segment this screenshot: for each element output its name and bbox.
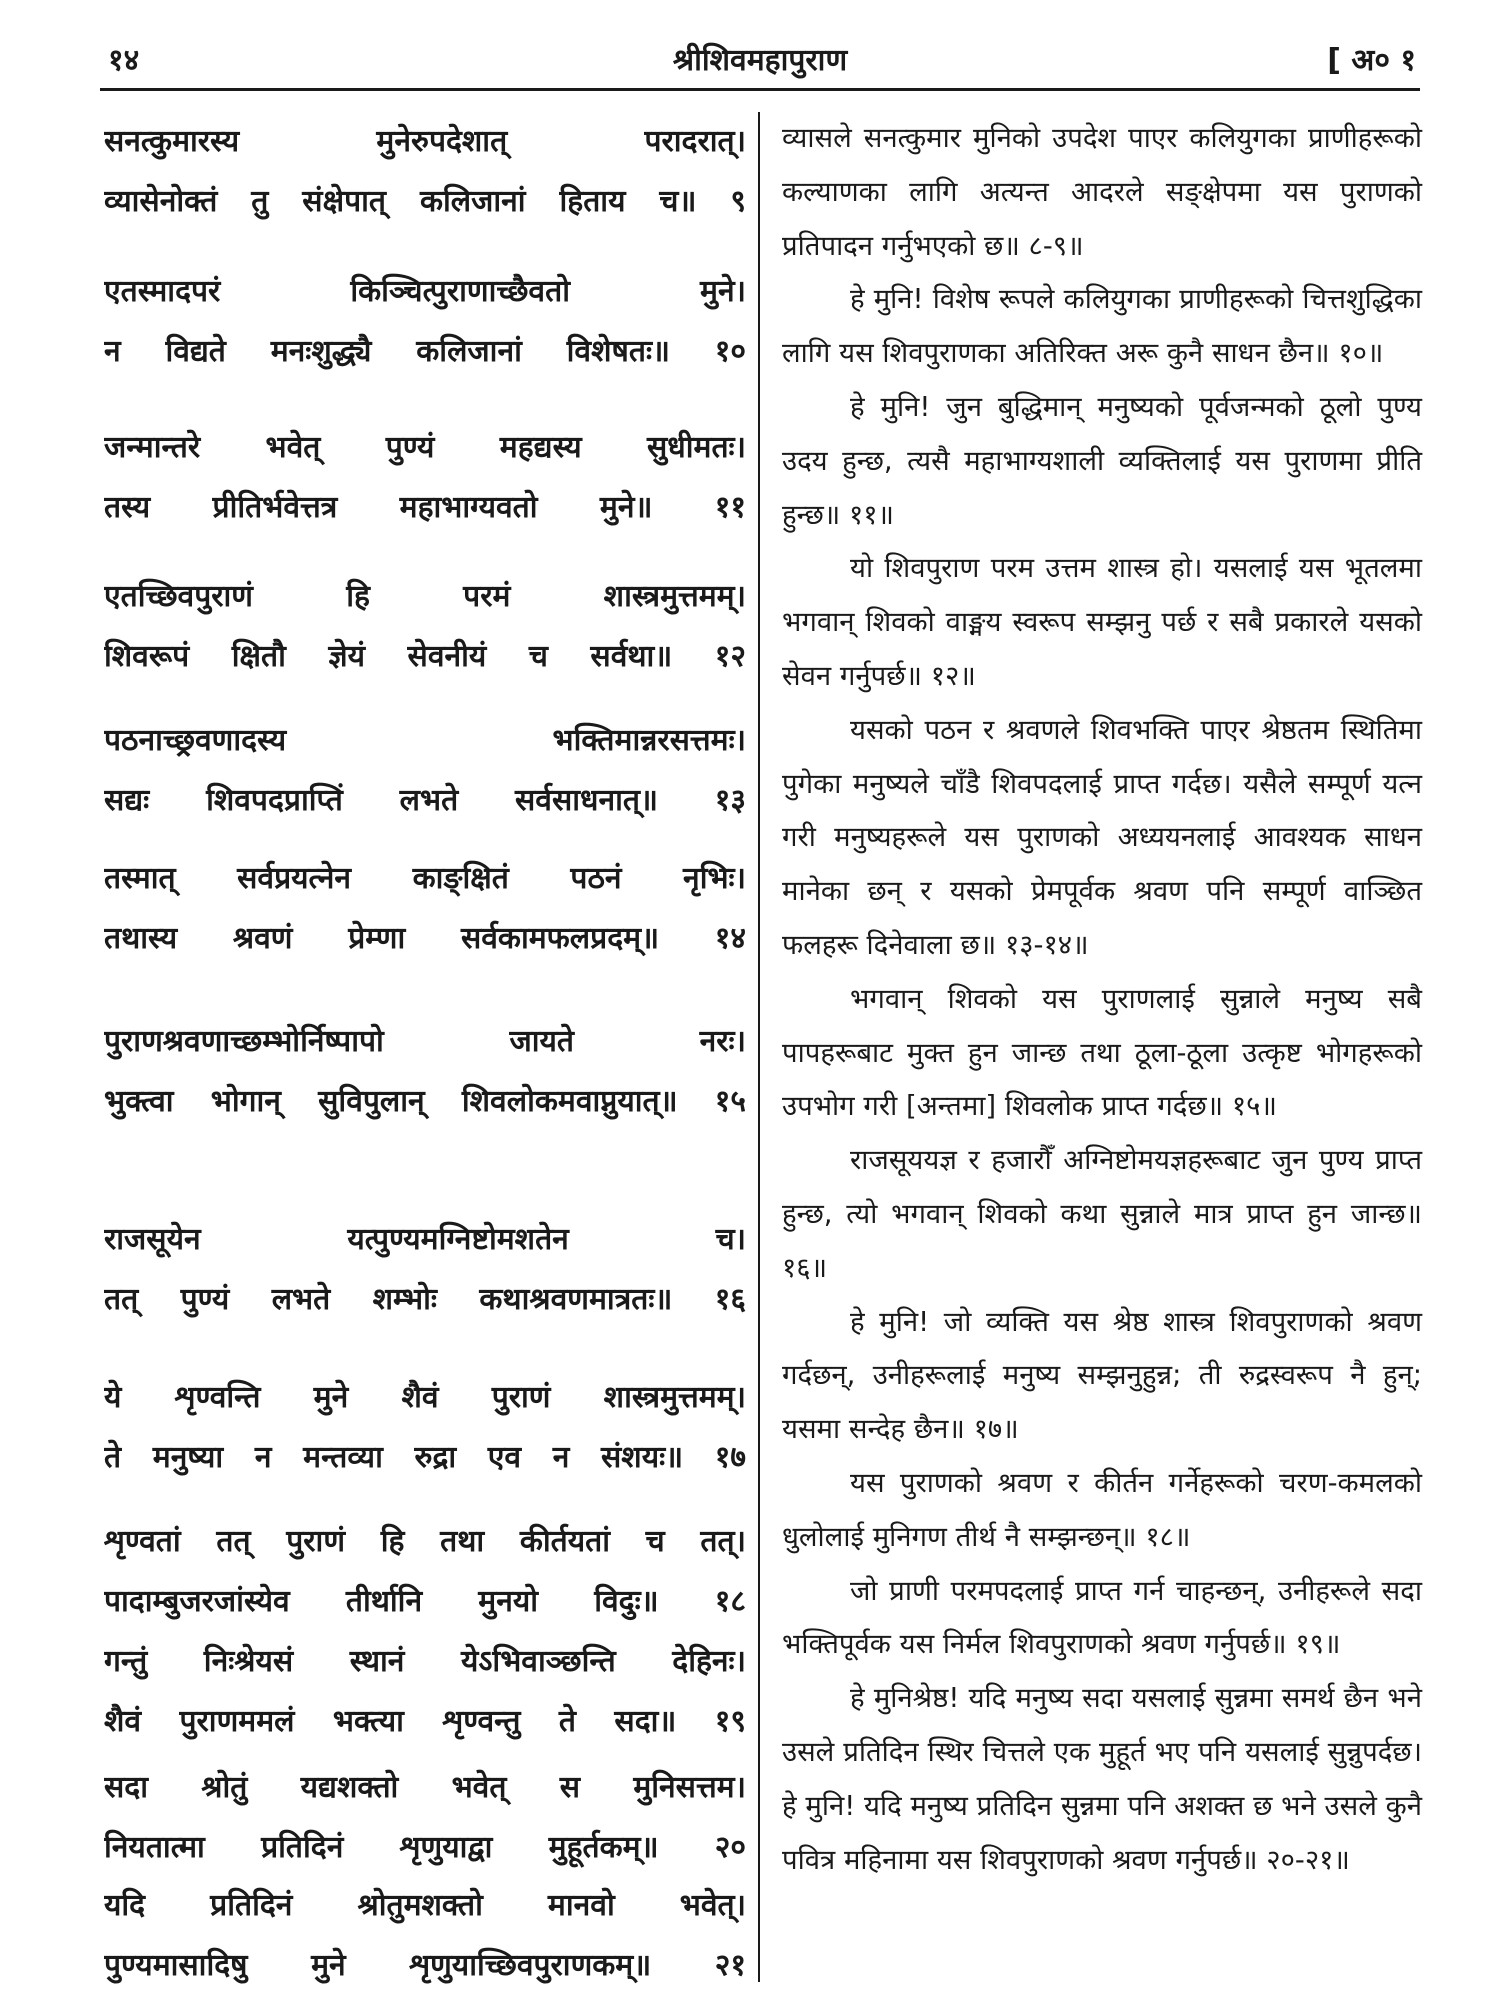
- verse-block: [104, 1512, 746, 1632]
- verse-line: शिवरूपं क्षितौ ज्ञेयं सेवनीयं च सर्वथा॥ १२: [104, 639, 746, 674]
- verse-line: यदि प्रतिदिनं श्रोतुमशक्तो मानवो भवेत्।: [104, 1888, 746, 1923]
- verse-line: तत् पुण्यं लभते शम्भोः कथाश्रवणमात्रतः॥ १६: [104, 1282, 746, 1317]
- verse-line: सनत्कुमारस्य मुनेरुपदेशात् परादरात्।: [104, 124, 746, 159]
- verse-line: न विद्यते मनःशुद्ध्यै कलिजानां विशेषतः॥ १०: [104, 334, 746, 369]
- running-title: श्रीशिवमहापुराण: [672, 43, 848, 78]
- verse-line: शृण्वतां तत् पुराणं हि तथा कीर्तयतां च तत्।: [104, 1524, 746, 1559]
- translation-paragraph: हे मुनिश्रेष्ठ! यदि मनुष्य सदा यसलाई सुन्नमा समर्थ छैन भने उसले प्रतिदिन स्थिर चित्तले एक मुहूर्त भए पनि यसलाई सुन्नुपर्दछ। हे मुनि! यदि मनुष्य प्रतिदिन सुन्नमा पनि अशक्त छ भने उसले कुनै पवित्र महिनामा यस शिवपुराणको श्रवण गर्नुपर्छ॥ २०-२१॥: [782, 1682, 1422, 1876]
- verse-line: सदा श्रोतुं यद्यशक्तो भवेत् स मुनिसत्तम।: [104, 1770, 746, 1805]
- verse-line: एतस्मादपरं किञ्चित्पुराणाच्छैवतो मुने।: [104, 274, 746, 309]
- translation-paragraph: भगवान् शिवको यस पुराणलाई सुन्नाले मनुष्य सबै पापहरूबाट मुक्त हुन जान्छ तथा ठूला-ठूला उत्कृष्ट भोगहरूको उपभोग गरी [अन्तमा] शिवलोक प्राप्त गर्दछ॥ १५॥: [782, 982, 1422, 1123]
- verse-block: [104, 262, 746, 382]
- verse-line: पुण्यमासादिषु मुने शृणुयाच्छिवपुराणकम्॥ २१: [104, 1948, 746, 1983]
- translation-paragraph: हे मुनि! जुन बुद्धिमान् मनुष्यको पूर्वजन्मको ठूलो पुण्य उदय हुन्छ, त्यसै महाभाग्यशाली व्यक्तिलाई यस पुराणमा प्रीति हुन्छ॥ ११॥: [782, 390, 1422, 531]
- translation-paragraph: राजसूययज्ञ र हजारौँ अग्निष्टोमयज्ञहरूबाट जुन पुण्य प्राप्त हुन्छ, त्यो भगवान् शिवको कथा सुन्नाले मात्र प्राप्त हुन जान्छ॥ १६॥: [782, 1144, 1422, 1284]
- verse-line: भुक्त्वा भोगान् सुविपुलान् शिवलोकमवाप्नुयात्॥ १५: [104, 1084, 746, 1119]
- verse-block: [104, 849, 746, 969]
- verse-line: सद्यः शिवपदप्राप्तिं लभते सर्वसाधनात्॥ १३: [104, 783, 746, 818]
- verse-line: राजसूयेन यत्पुण्यमग्निष्टोमशतेन च।: [104, 1222, 746, 1257]
- verse-block: [104, 1632, 746, 1752]
- verse-block: [104, 1012, 746, 1132]
- translation-paragraph: जो प्राणी परमपदलाई प्राप्त गर्न चाहन्छन्, उनीहरूले सदा भक्तिपूर्वक यस निर्मल शिवपुराणको श्रवण गर्नुपर्छ॥ १९॥: [782, 1574, 1422, 1661]
- translation-paragraph: यस पुराणको श्रवण र कीर्तन गर्नेहरूको चरण-कमलको धुलोलाई मुनिगण तीर्थ नै सम्झन्छन्॥ १८॥: [782, 1466, 1422, 1553]
- page-number: १४: [108, 43, 140, 78]
- translation-paragraph: हे मुनि! जो व्यक्ति यस श्रेष्ठ शास्त्र शिवपुराणको श्रवण गर्दछन्, उनीहरूलाई मनुष्य सम्झनुहुन्न; ती रुद्रस्वरूप नै हुन्; यसमा सन्देह छैन॥ १७॥: [782, 1305, 1422, 1446]
- translation-column: [782, 112, 1422, 1887]
- verse-line: तस्मात् सर्वप्रयत्नेन काङ्क्षितं पठनं नृभिः।: [104, 861, 746, 896]
- verse-block: [104, 1876, 746, 1996]
- translation-paragraph: यसको पठन र श्रवणले शिवभक्ति पाएर श्रेष्ठतम स्थितिमा पुगेका मनुष्यले चाँडै शिवपदलाई प्राप्त गर्दछ। यसैले सम्पूर्ण यत्न गरी मनुष्यहरूले यस पुराणको अध्ययनलाई आवश्यक साधन मानेका छन् र यसको प्रेमपूर्वक श्रवण पनि सम्पूर्ण वाञ्छित फलहरू दिनेवाला छ॥ १३-१४॥: [782, 713, 1422, 961]
- verse-line: शैवं पुराणममलं भक्त्या शृण्वन्तु ते सदा॥ १९: [104, 1704, 746, 1739]
- column-divider: [758, 112, 760, 1982]
- verse-block: [104, 711, 746, 831]
- verse-line: पठनाच्छ्रवणादस्य भक्तिमान्नरसत्तमः।: [104, 723, 746, 758]
- translation-paragraph: हे मुनि! विशेष रूपले कलियुगका प्राणीहरूको चित्तशुद्धिका लागि यस शिवपुराणका अतिरिक्त अरू कुनै साधन छैन॥ १०॥: [782, 283, 1422, 370]
- verse-line: गन्तुं निःश्रेयसं स्थानं येऽभिवाञ्छन्ति देहिनः।: [104, 1644, 746, 1679]
- translation-paragraph: यो शिवपुराण परम उत्तम शास्त्र हो। यसलाई यस भूतलमा भगवान् शिवको वाङ्मय स्वरूप सम्झनु पर्छ र सबै प्रकारले यसको सेवन गर्नुपर्छ॥ १२॥: [782, 552, 1422, 692]
- verse-block: [104, 1758, 746, 1878]
- verse-line: ये शृण्वन्ति मुने शैवं पुराणं शास्त्रमुत्तमम्।: [104, 1380, 746, 1415]
- verse-line: तथास्य श्रवणं प्रेम्णा सर्वकामफलप्रदम्॥ १४: [104, 921, 746, 956]
- verse-line: नियतात्मा प्रतिदिनं शृणुयाद्वा मुहूर्तकम्॥ २०: [104, 1830, 746, 1865]
- verse-block: [104, 567, 746, 687]
- translation-paragraph: व्यासले सनत्कुमार मुनिको उपदेश पाएर कलियुगका प्राणीहरूको कल्याणका लागि अत्यन्त आदरले सङ्क्षेपमा यस पुराणको प्रतिपादन गर्नुभएको छ॥ ८-९॥: [782, 122, 1422, 262]
- verse-line: तस्य प्रीतिर्भवेत्तत्र महाभाग्यवतो मुने॥ ११: [104, 490, 746, 525]
- verse-line: जन्मान्तरे भवेत् पुण्यं महद्यस्य सुधीमतः।: [104, 430, 746, 465]
- verse-block: [104, 418, 746, 538]
- verse-block: [104, 1210, 746, 1330]
- verse-block: [104, 112, 746, 232]
- chapter-marker: [ अ० १: [1327, 43, 1416, 78]
- verse-line: ते मनुष्या न मन्तव्या रुद्रा एव न संशयः॥ १७: [104, 1440, 746, 1475]
- verse-line: व्यासेनोक्तं तु संक्षेपात् कलिजानां हिताय च॥ ९: [104, 184, 746, 219]
- verse-block: [104, 1368, 746, 1488]
- page-header: [100, 32, 1420, 91]
- verse-line: पादाम्बुजरजांस्येव तीर्थानि मुनयो विदुः॥ १८: [104, 1584, 746, 1619]
- verse-line: एतच्छिवपुराणं हि परमं शास्त्रमुत्तमम्।: [104, 579, 746, 614]
- verse-line: पुराणश्रवणाच्छम्भोर्निष्पापो जायते नरः।: [104, 1024, 746, 1059]
